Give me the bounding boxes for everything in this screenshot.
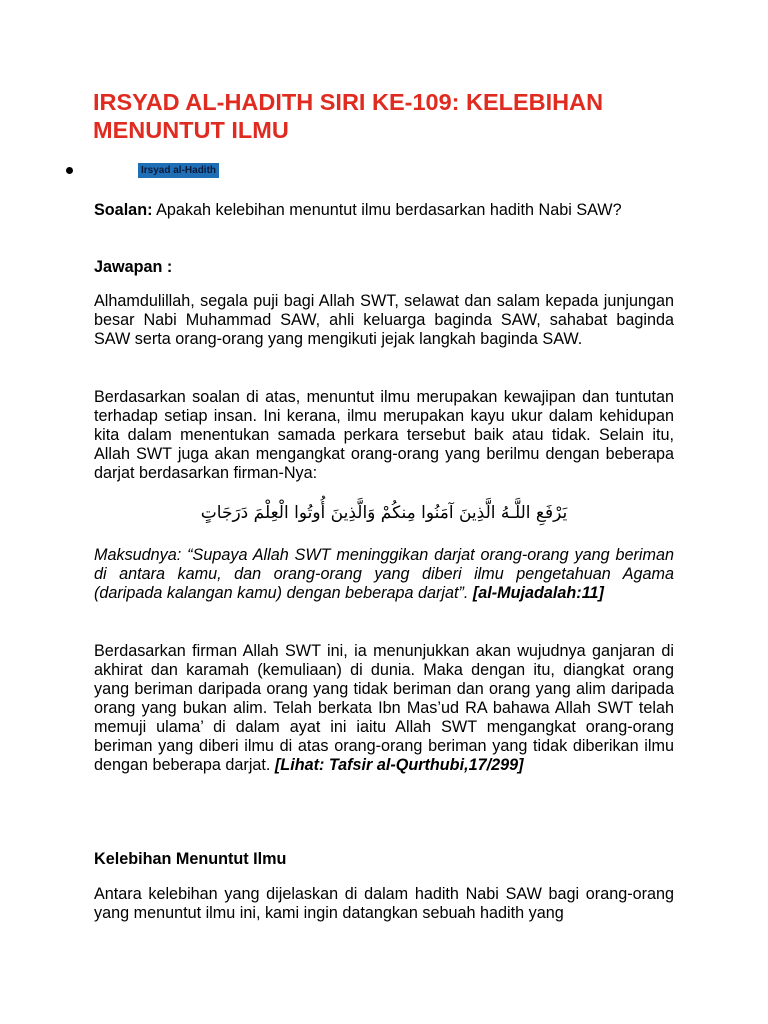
category-tag[interactable]: Irsyad al-Hadith <box>138 163 219 178</box>
answer-paragraph-2: Berdasarkan soalan di atas, menuntut ilmu merupakan kewajipan dan tuntutan terhadap setiap insan. Ini kerana, ilmu merupakan kayu ukur dalam kehidupan kita dalam menentukan samada perkara tersebut baik atau tidak. Selain itu, Allah SWT juga akan mengangkat orang-orang yang berilmu dengan beberapa darjat berdasarkan firman-Nya: <box>94 388 674 482</box>
translation-text: Maksudnya: “Supaya Allah SWT meninggikan darjat orang-orang yang beriman di antara kamu, dan orang-orang yang diberi ilmu pengetahuan Agama (daripada kalangan kamu) dengan beberapa darjat”. <box>94 546 674 602</box>
answer-paragraph-1: Alhamdulillah, segala puji bagi Allah SWT, selawat dan salam kepada junjungan besar Nabi Muhammad SAW, ahli keluarga baginda SAW, sahabat baginda SAW serta orang-orang yang mengikuti jejak langkah baginda SAW. <box>94 292 674 348</box>
question-paragraph <box>94 201 674 220</box>
explanation-reference: [Lihat: Tafsir al-Qurthubi,17/299] <box>274 756 524 774</box>
section-paragraph: Antara kelebihan yang dijelaskan di dalam hadith Nabi SAW bagi orang-orang yang menuntut ilmu ini, kami ingin datangkan sebuah hadith yang <box>94 885 674 922</box>
verse-translation <box>94 546 674 603</box>
translation-reference: [al-Mujadalah:11] <box>472 584 604 602</box>
bullet-icon <box>66 167 73 174</box>
explanation-paragraph <box>94 642 674 775</box>
quran-verse-arabic: يَرْفَعِ اللَّـهُ الَّذِينَ آمَنُوا مِنكُمْ وَالَّذِينَ أُوتُوا الْعِلْمَ دَرَجَاتٍ <box>200 503 568 523</box>
page-title: IRSYAD AL-HADITH SIRI KE-109: KELEBIHAN MENUNTUT ILMU <box>93 89 604 143</box>
section-heading: Kelebihan Menuntut Ilmu <box>94 850 287 868</box>
question-label: Soalan: <box>94 201 153 219</box>
explanation-text: Berdasarkan firman Allah SWT ini, ia menunjukkan akan wujudnya ganjaran di akhirat dan karamah (kemuliaan) di dunia. Maka dengan itu, diangkat orang yang beriman daripada orang yang tidak beriman dan orang yang alim daripada orang yang bukan alim. Telah berkata Ibn Mas’ud RA bahawa Allah SWT telah memuji ulama’ di dalam ayat ini iaitu Allah SWT mengangkat orang-orang beriman yang diberi ilmu di atas orang-orang beriman yang tidak diberikan ilmu dengan beberapa darjat. <box>94 642 674 774</box>
question-text: Apakah kelebihan menuntut ilmu berdasarkan hadith Nabi SAW? <box>152 201 622 219</box>
answer-label: Jawapan : <box>94 258 173 276</box>
tag-list-item <box>66 163 366 183</box>
